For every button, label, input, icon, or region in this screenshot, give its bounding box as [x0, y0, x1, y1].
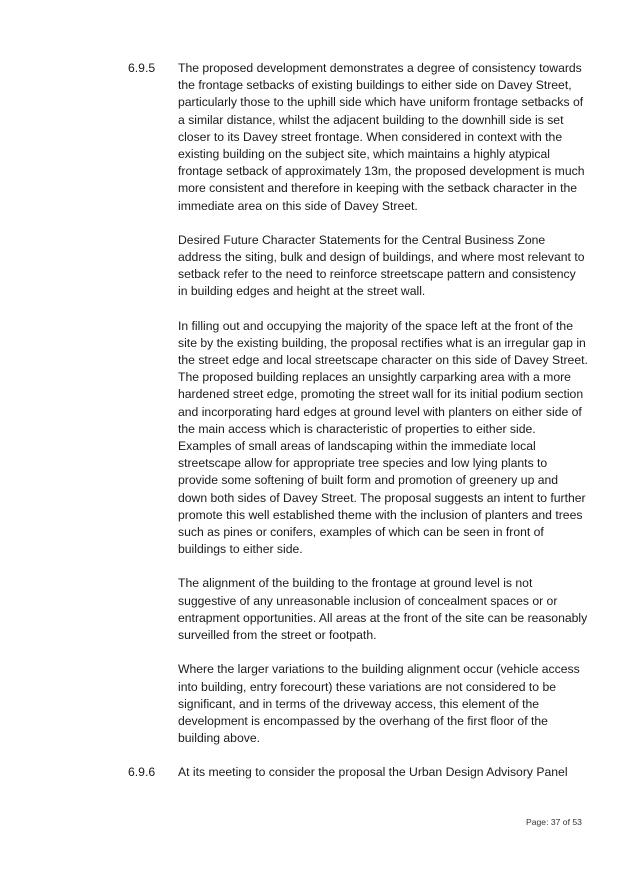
paragraph: The alignment of the building to the frontage at ground level is not suggestive of any unreasonable inclusion of concealment spaces or or entrapment opportunities. All areas at the front of the site can be reasonably surveilled from the street or footpath. — [178, 576, 588, 643]
paragraph: In filling out and occupying the majority of the space left at the front of the site by the existing building, the proposal rectifies what is an irregular gap in the street edge and local streetscape character on this side of Davey Street. The proposed building replaces an unsightly carparking area with a more hardened street edge, promoting the street wall for its initial podium section and incorporating hard edges at ground level with planters on either side of the main access which is characteristic of properties to either side. Examples of small areas of landscaping within the immediate local streetscape allow for appropriate tree species and low lying plants to provide some softening of built form and promotion of greenery up and down both sides of Davey Street. The proposal suggests an intent to further promote this well established theme with the inclusion of planters and trees such as pines or conifers, examples of which can be seen in front of buildings to either side. — [178, 318, 588, 557]
paragraph: At its meeting to consider the proposal the Urban Design Advisory Panel — [178, 765, 568, 779]
paragraph: Desired Future Character Statements for the Central Business Zone address the siting, bulk and design of buildings, and where most relevant to setback refer to the need to reinforce streetscape pattern and consistency in building edges and height at the street wall. — [178, 232, 585, 299]
paragraph: Where the larger variations to the building alignment occur (vehicle access into building, entry forecourt) these variations are not considered to be significant, and in terms of the driveway access, this element of the development is encompassed by the overhang of the first floor of the building above. — [178, 662, 580, 746]
paragraph: The proposed development demonstrates a degree of consistency towards the frontage setbacks of existing buildings to either side on Davey Street, particularly those to the uphill side which have uniform frontage setbacks of a similar distance, whilst the adjacent building to the downhill side is set closer to its Davey street frontage. When considered in context with the existing building on the subject site, which maintains a highly atypical frontage setback of approximately 13m, the proposed development is much more consistent and therefore in keeping with the setback character in the immediate area on this side of Davey Street. — [178, 61, 585, 213]
page-number: Page: 37 of 53 — [526, 817, 582, 827]
section-number: 6.9.5 — [128, 61, 156, 75]
section-body — [178, 764, 588, 798]
section-body — [178, 60, 588, 764]
section-number: 6.9.6 — [128, 765, 156, 779]
